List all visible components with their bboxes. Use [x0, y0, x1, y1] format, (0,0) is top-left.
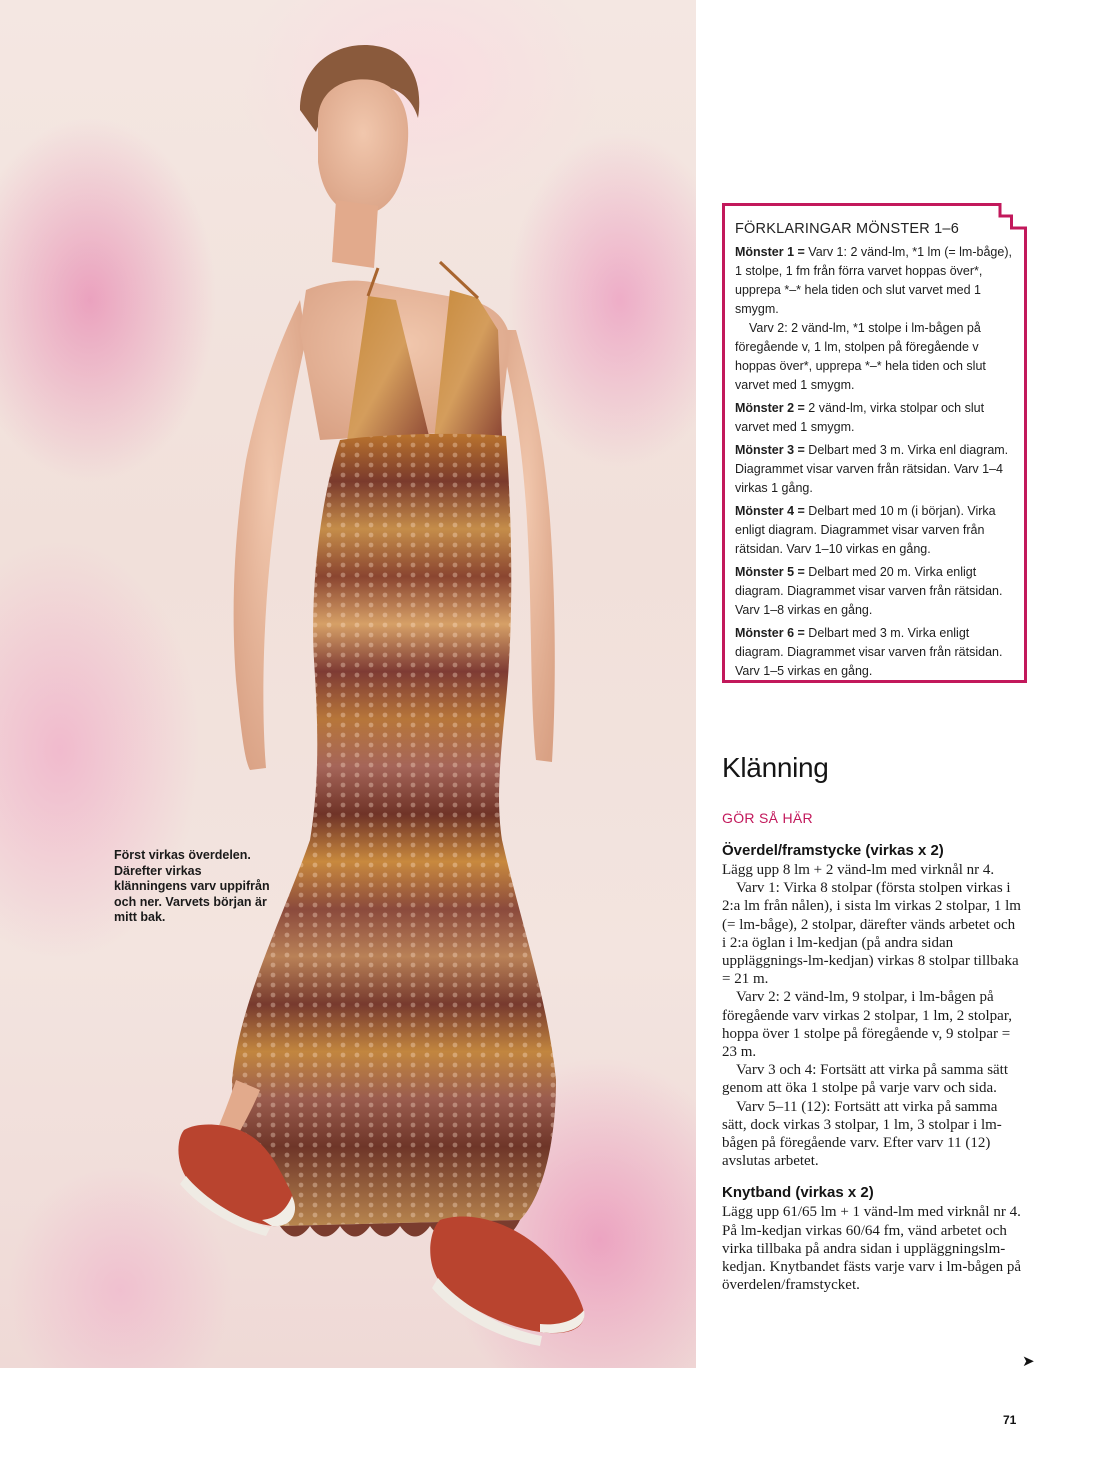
article — [722, 752, 1022, 1294]
pattern-item-text: Delbart med 20 m. Virka enligt diagram. Diagrammet visar varven från rätsidan. Varv 1–8 virkas en gång. — [735, 565, 1003, 617]
page-number: 71 — [1003, 1413, 1017, 1427]
pattern-item-label: Mönster 6 = — [735, 626, 805, 640]
paragraph: Varv 2: 2 vänd-lm, 9 stolpar, i lm-bågen på föregående varv virkas 2 stolpar, 1 lm, 2 stolpar, hoppa över 1 stolpe på föregående v, 9 stolpar = 23 m. — [722, 989, 1012, 1061]
pattern-item-5 — [735, 563, 1017, 620]
pattern-item-text: Delbart med 10 m (i början). Virka enligt diagram. Diagrammet visar varven från rätsidan. Varv 1–10 virkas en gång. — [735, 504, 996, 556]
photo-caption: Först virkas överdelen. Därefter virkas klänningens varv uppifrån och ner. Varvets början är mitt bak. — [114, 848, 270, 924]
section-heading: Knytband (virkas x 2) — [722, 1184, 874, 1202]
pattern-box-heading: FÖRKLARINGAR MÖNSTER 1–6 — [735, 221, 959, 237]
pattern-item-label: Mönster 3 = — [735, 443, 805, 457]
section-label: GÖR SÅ HÄR — [722, 810, 813, 826]
pattern-item-text: Delbart med 3 m. Virka enl diagram. Diagrammet visar varven från rätsidan. Varv 1–4 virkas 1 gång. — [735, 443, 1009, 495]
pattern-item-text: Varv 1: 2 vänd-lm, *1 lm (= lm-båge), 1 stolpe, 1 fm från förra varvet hoppas över*, upprepa *–* hela tiden och slut varvet med 1 smygm. — [735, 245, 1012, 316]
pattern-item-extra: Varv 2: 2 vänd-lm, *1 stolpe i lm-bågen på föregående v, 1 lm, stolpen på föregående v hoppas över*, upprepa *–* hela tiden och slut varvet med 1 smygm. — [735, 321, 986, 392]
pattern-item-6 — [735, 624, 1017, 681]
paragraph: Lägg upp 61/65 lm + 1 vänd-lm med virknål nr 4. På lm-kedjan virkas 60/64 fm, vänd arbetet och virka tillbaka på andra sidan i uppläggningslm-kedjan. Knytbandet fästs varje varv i lm-bågen på överdelen/framstycket. — [722, 1204, 1022, 1294]
pattern-item-label: Mönster 2 = — [735, 401, 805, 415]
pattern-item-4 — [735, 502, 1017, 559]
pattern-item-text: 2 vänd-lm, virka stolpar och slut varvet med 1 smygm. — [735, 401, 985, 434]
paragraph: Lägg upp 8 lm + 2 vänd-lm med virknål nr 4. — [722, 862, 995, 878]
section-bodice — [722, 842, 1022, 1170]
pattern-item-label: Mönster 4 = — [735, 504, 805, 518]
article-title: Klänning — [722, 752, 829, 783]
section-heading: Överdel/framstycke (virkas x 2) — [722, 842, 944, 859]
pattern-item-2 — [735, 399, 1017, 437]
pattern-item-label: Mönster 5 = — [735, 565, 805, 579]
pattern-explanations-box — [722, 203, 1027, 683]
section-ties — [722, 1184, 1022, 1294]
pattern-item-text: Delbart med 3 m. Virka enligt diagram. Diagrammet visar varven från rätsidan. Varv 1–5 virkas en gång. — [735, 626, 1003, 678]
paragraph: Varv 1: Virka 8 stolpar (första stolpen virkas i 2:a lm från nålen), i sista lm virkas 2 stolpar, 1 lm (= lm-båge), 2 stolpar, därefter vänds arbetet och i 2:a öglan i lm-kedjan (på andra sidan uppläggnings-lm-kedjan) virkas 8 stolpar tillbaka = 21 m. — [722, 880, 1021, 988]
pattern-item-3 — [735, 441, 1017, 498]
pattern-item-label: Mönster 1 = — [735, 245, 805, 259]
continue-arrow-icon: ➤ — [1022, 1353, 1035, 1370]
paragraph: Varv 3 och 4: Fortsätt att virka på samma sätt genom att öka 1 stolpe på varje varv och sida. — [722, 1062, 1009, 1097]
paragraph: Varv 5–11 (12): Fortsätt att virka på samma sätt, dock virkas 3 stolpar, 1 lm, 3 stolpar i lm-bågen på föregående varv. Efter varv 11 (12) avslutas arbetet. — [722, 1098, 1002, 1170]
pattern-item-1 — [735, 243, 1017, 395]
